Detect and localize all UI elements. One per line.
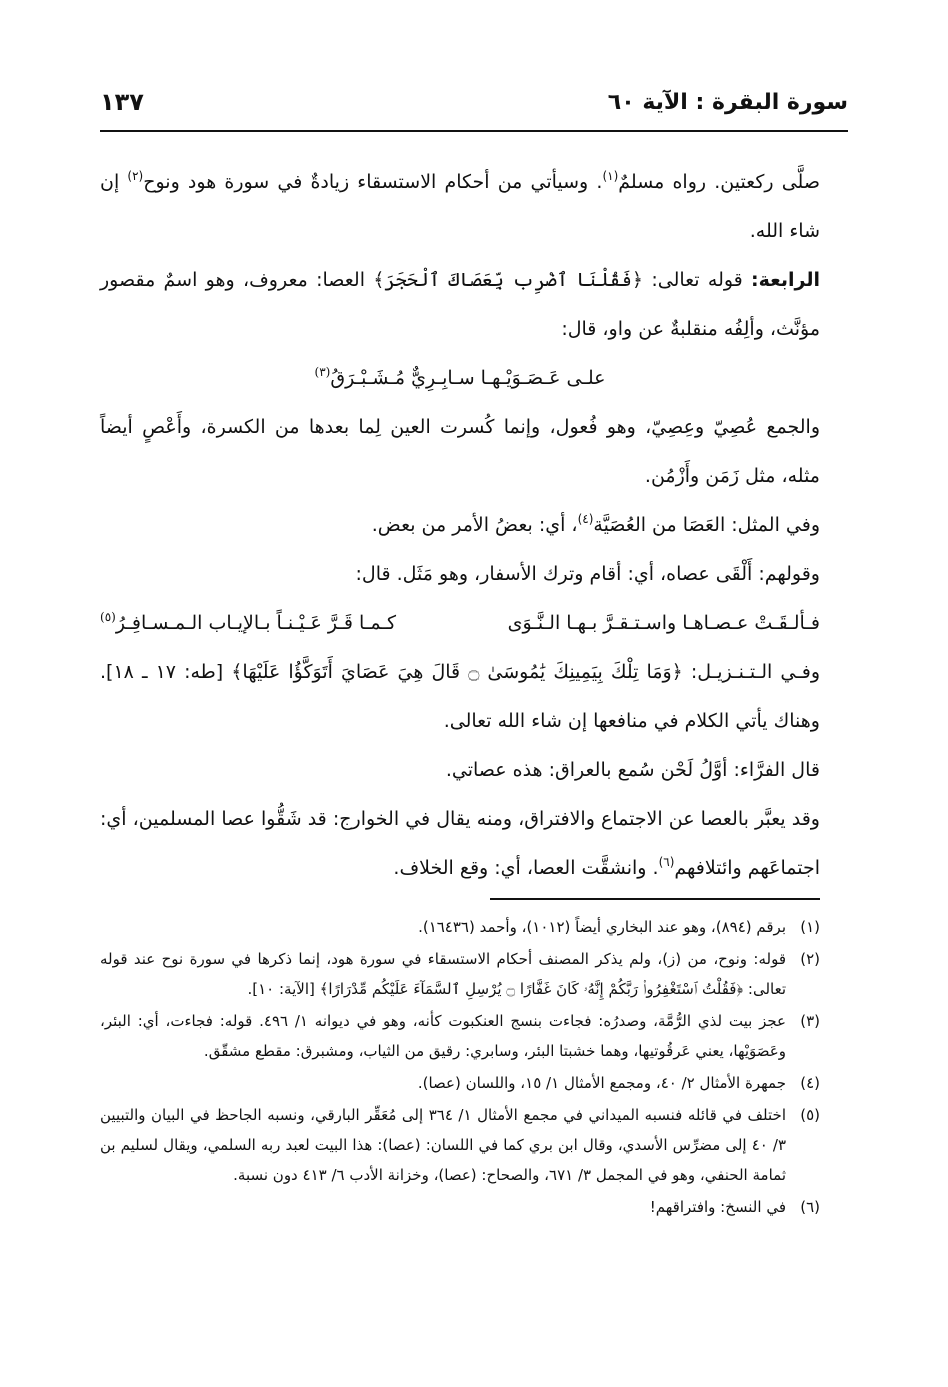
footnote-1 <box>100 912 820 942</box>
verse-hemistich-left: كـمـا قَـرَّ عَـيْـنـاً بـالإيـاب الـمـسـافِـرُ$^{(٥)}$ <box>100 610 396 634</box>
paragraph-2: الرابعة: قوله تعالى: ﴿فَقُلْنَا ٱضْرِب بِّعَصَاكَ ٱلْحَجَرَ﴾ العصا: معروف، وهو اسمٌ مقصور مؤنَّث، وألِفُه منقلبةٌ عن واو، قال: <box>100 269 821 340</box>
footnote-number: (٤) <box>800 1074 820 1092</box>
footnote-ref-6[interactable]: (٦) <box>658 855 675 869</box>
footnote-text: اختلف في قائله فنسبه الميداني في مجمع الأمثال ١/ ٣٦٤ إلى مُعَقِّر البارقي، ونسبه الجاحظ في البيان والتبيين ٣/ ٤٠ إلى مضرِّس الأسدي، وقال ابن بري كما في اللسان: (عصا): هذا البيت لعبد ربه السلمي، ويقال لسليم بن ثمامة الحنفي، وهو في المجمل ٣/ ٦٧١، والصحاح: (عصا)، وخزانة الأدب ٦/ ٤١٣ دون نسبة. <box>100 1106 787 1184</box>
footnote-text: قوله: ونوح، من (ز)، ولم يذكر المصنف أحكام الاستسقاء في سورة هود، إنما ذكرها في سورة نوح عند قوله تعالى: ﴿فَقُلْتُ ٱسْتَغْفِرُوا۟ رَبَّكُمْ إِنَّهُۥ كَانَ غَفَّارًا ۝ يُرْسِلِ ٱلسَّمَآءَ عَلَيْكُم مِّدْرَارًا﴾ [الآية: ١٠]. <box>100 950 786 998</box>
poetry-verse-1: علـى عَـصَـوَيْـهـا سـابِـرِيٌّ مُـشَـبْـرَقُ$^{(٣)}$ <box>314 365 606 389</box>
paragraph-8: وقد يعبَّر بالعصا عن الاجتماع والافتراق، ومنه يقال في الخوارج: قد شَقُّوا عصا المسلمين، أي: اجتماعَهم وائتلافهم$^{(٦)}$. وانشقَّت العصا، أي: وقع الخلاف. <box>100 808 820 879</box>
footnote-number: (٦) <box>800 1198 820 1216</box>
footnote-ref-1[interactable]: (١) <box>602 169 619 183</box>
quran-quote: ﴿فَقُلْنَا ٱضْرِب بِّعَصَاكَ ٱلْحَجَرَ﴾ <box>373 269 644 291</box>
verse-hemistich-right: فـألـقَـتْ عـصـاهـا واسـتـقـرَّ بـهـا الـنَّـوَى <box>507 612 820 634</box>
section-lead: الرابعة: <box>751 269 821 291</box>
footnote-ref-4[interactable]: (٤) <box>577 512 594 526</box>
footnote-3 <box>100 1006 820 1066</box>
footnote-ref-3[interactable]: (٣) <box>314 365 331 379</box>
footnote-ref-2[interactable]: (٢) <box>127 169 144 183</box>
footnote-5 <box>100 1100 820 1190</box>
footnote-text: جمهرة الأمثال ٢/ ٤٠، ومجمع الأمثال ١/ ١٥، واللسان (عصا). <box>417 1074 786 1092</box>
quran-quote-2: ﴿وَمَا تِلْكَ بِيَمِينِكَ يَٰمُوسَىٰ ۝ قَالَ هِيَ عَصَايَ أَتَوَكَّؤُا عَلَيْهَا﴾ <box>231 661 683 683</box>
paragraph-7: قال الفرَّاء: أوَّلُ لَحْن سُمع بالعراق: هذه عصاتي. <box>445 759 820 781</box>
footnote-text: عجز بيت لذي الرُّمَّة، وصدرُه: فجاءت بنسج العنكبوت كأنه، وهو في ديوانه ١/ ٤٩٦. قوله: فجاءت، أي: البئر، وعَصَوَيْها، يعني عَرقُوتيها، وهما خشبتا البئر، وسابري: رقيق من الثياب، ومشبرق: مقطع مشقّق. <box>100 1012 786 1060</box>
main-text <box>100 158 820 893</box>
footnote-4 <box>100 1068 820 1098</box>
footnotes <box>100 912 820 1224</box>
footnote-ref-5[interactable]: (٥) <box>100 610 116 624</box>
footnote-2 <box>100 944 820 1004</box>
running-header <box>100 88 848 132</box>
footnote-number: (٥) <box>800 1106 820 1124</box>
footnote-number: (١) <box>800 918 820 936</box>
footnote-separator <box>490 898 820 900</box>
paragraph-3: والجمع عُصِيّ وعِصِيّ، وهو فُعول، وإنما كُسرت العين لِما بعدها من الكسرة، وأَعْصٍ أيضاً مثله، مثل زَمَن وأَزْمُن. <box>100 416 820 487</box>
footnote-6 <box>100 1192 820 1222</box>
page-number: ١٣٧ <box>100 88 144 116</box>
footnote-text: في النسخ: وافتراقهم! <box>649 1198 786 1216</box>
paragraph-5: وقولهم: أَلْقَى عصاه، أي: أقام وترك الأسفار، وهو مَثَل. قال: <box>355 563 820 585</box>
footnote-number: (٣) <box>800 1012 820 1030</box>
chapter-title: سورة البقرة : الآية ٦٠ <box>607 90 848 115</box>
footnote-number: (٢) <box>800 950 820 968</box>
paragraph-6: وفـي الـتـنـزيـل: ﴿وَمَا تِلْكَ بِيَمِينِكَ يَٰمُوسَىٰ ۝ قَالَ هِيَ عَصَايَ أَتَوَكَّؤُا عَلَيْهَا﴾ [طه: ١٧ ـ ١٨]. وهناك يأتي الكلام في منافعها إن شاء الله تعالى. <box>100 661 820 732</box>
footnote-text: برقم (٨٩٤)، وهو عند البخاري أيضاً (١٠١٢)، وأحمد (١٦٤٣٦). <box>418 918 786 936</box>
poetry-verse-2 <box>100 599 820 648</box>
paragraph-4: وفي المثل: العَصَا من العُصَيَّة$^{(٤)}$، أي: بعضُ الأمر من بعض. <box>371 512 820 536</box>
paragraph-1: صلَّى ركعتين. رواه مسلمٌ$^{(١)}$. وسيأتي من أحكام الاستسقاء زيادةٌ في سورة هود ونوح$^{(٢)}$ إن شاء الله. <box>100 169 820 242</box>
